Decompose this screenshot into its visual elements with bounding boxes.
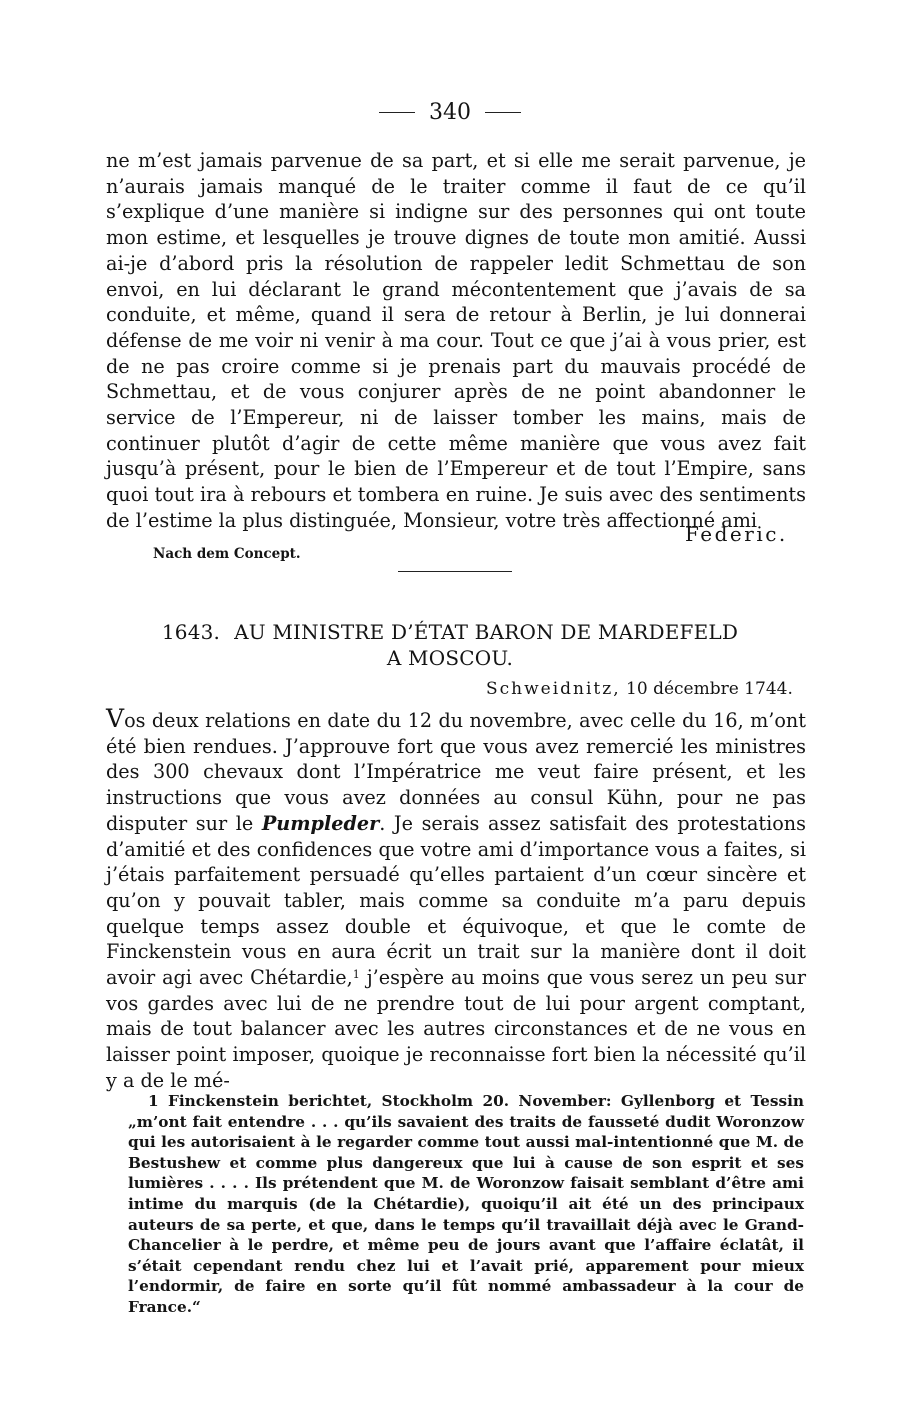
footnote	[128, 1091, 804, 1318]
letter-text-part-2: . Je serais assez satisfait des protestations d’amitié et des confidences que votre ami d’importance vous a faites, si j’étais parfaitement persuadé qu’elles partaient d’un cœur sincère et qu’on y pouvait tabler, mais comme sa conduite m’a paru depuis quelque temps assez double et équivoque, et que le comte de Finckenstein vous en aura écrit un trait sur la manière dont il doit avoir agi avec Chétardie,	[106, 811, 806, 990]
letter-date: 10 décembre 1744.	[626, 679, 793, 699]
page-number: 340	[429, 100, 471, 125]
footnote-paragraph	[128, 1091, 804, 1318]
footnote-text: Finckenstein berichtet, Stockholm 20. November: Gyllenborg et Tessin „m’ont fait entendre . . . qu’ils savaient des traits de fausseté dudit Woronzow qui les autorisaient à le regarder comme tout aussi mal-intentionné que M. de Bestushew et comme plus dangereux que lui à cause de son esprit et ses lumières . . . . Ils prétendent que M. de Woronzow faisait semblant d’être ami intime du marquis (de la Chétardie), quoiqu’il ait été un des principaux auteurs de sa perte, et que, dans le temps qu’il travaillait déjà avec le Grand-Chancelier à le perdre, et même peu de jours avant que l’affaire éclatât, il s’était cependant rendu chez lui et l’avait prié, apparement pour mieux l’endormir, de faire en sorte qu’il fût nommé ambassadeur à la cour de France.“	[128, 1092, 804, 1316]
section-divider	[398, 571, 512, 572]
letter-paragraph	[106, 706, 806, 1094]
letter-heading-line-2: A MOSCOU.	[386, 646, 514, 670]
page-header	[0, 100, 900, 125]
header-dash-left	[379, 112, 415, 113]
footnote-mark: 1	[148, 1092, 159, 1110]
letter-initial: V	[106, 704, 125, 733]
footnote-reference: 1	[352, 968, 360, 982]
letter-text-part-1: os deux relations en date du 12 du novembre, avec celle du 16, m’ont été bien rendues. J’approuve fort que vous avez remercié les ministres des 300 chevaux dont l’Impératrice me veut faire présent, et les instructions que vous avez données au consul Kühn, pour ne pas disputer sur le	[106, 709, 806, 835]
letter-heading-line-1	[0, 619, 900, 645]
source-note: Nach dem Concept.	[153, 546, 301, 562]
previous-letter-text	[106, 148, 806, 534]
letter-text-part-3: j’espère au moins que vous serez un peu sur vos gardes avec lui de ne prendre tout de lui pour argent comptant, mais de tout balancer avec les autres circonstances et de ne vous en laisser point imposer, quoique je reconnaisse fort bien la nécessité qu’il y a de le mé-	[106, 966, 806, 1092]
header-dash-right	[485, 112, 521, 113]
previous-letter-paragraph: ne m’est jamais parvenue de sa part, et si elle me serait parvenue, je n’aurais jamais manqué de le traiter comme il faut de ce qu’il s’explique d’une manière si indigne sur des personnes qui ont toute mon estime, et lesquelles je trouve dignes de toute mon amitié. Aussi ai-je d’abord pris la résolution de rappeler ledit Schmettau de son envoi, en lui déclarant le grand mécontentement que j’avais de sa conduite, et même, quand il sera de retour à Berlin, je lui donnerai défense de me voir ni venir à ma cour. Tout ce que j’ai à vous prier, est de ne pas croire comme si je prenais part du mauvais procédé de Schmettau, et de vous conjurer après de ne point abandonner le service de l’Empereur, ni de laisser tomber les mains, mais de continuer plutôt d’agir de cette même manière que vous avez fait jusqu’à présent, pour le bien de l’Empereur et de tout l’Empire, sans quoi tout ira à rebours et tombera en ruine. Je suis avec des sentiments de l’estime la plus distinguée, Monsieur, votre très affectionné ami	[106, 149, 806, 532]
letter-dateline	[486, 679, 793, 699]
letter-heading	[0, 619, 900, 671]
signature: Federic.	[685, 522, 788, 546]
letter-italic-term: Pumpleder	[261, 811, 380, 835]
letter-number: 1643.	[161, 620, 221, 644]
letter-place: Schweidnitz,	[486, 679, 621, 699]
letter-recipient: AU MINISTRE D’ÉTAT BARON DE MARDEFELD	[234, 620, 739, 644]
letter-body	[106, 706, 806, 1094]
